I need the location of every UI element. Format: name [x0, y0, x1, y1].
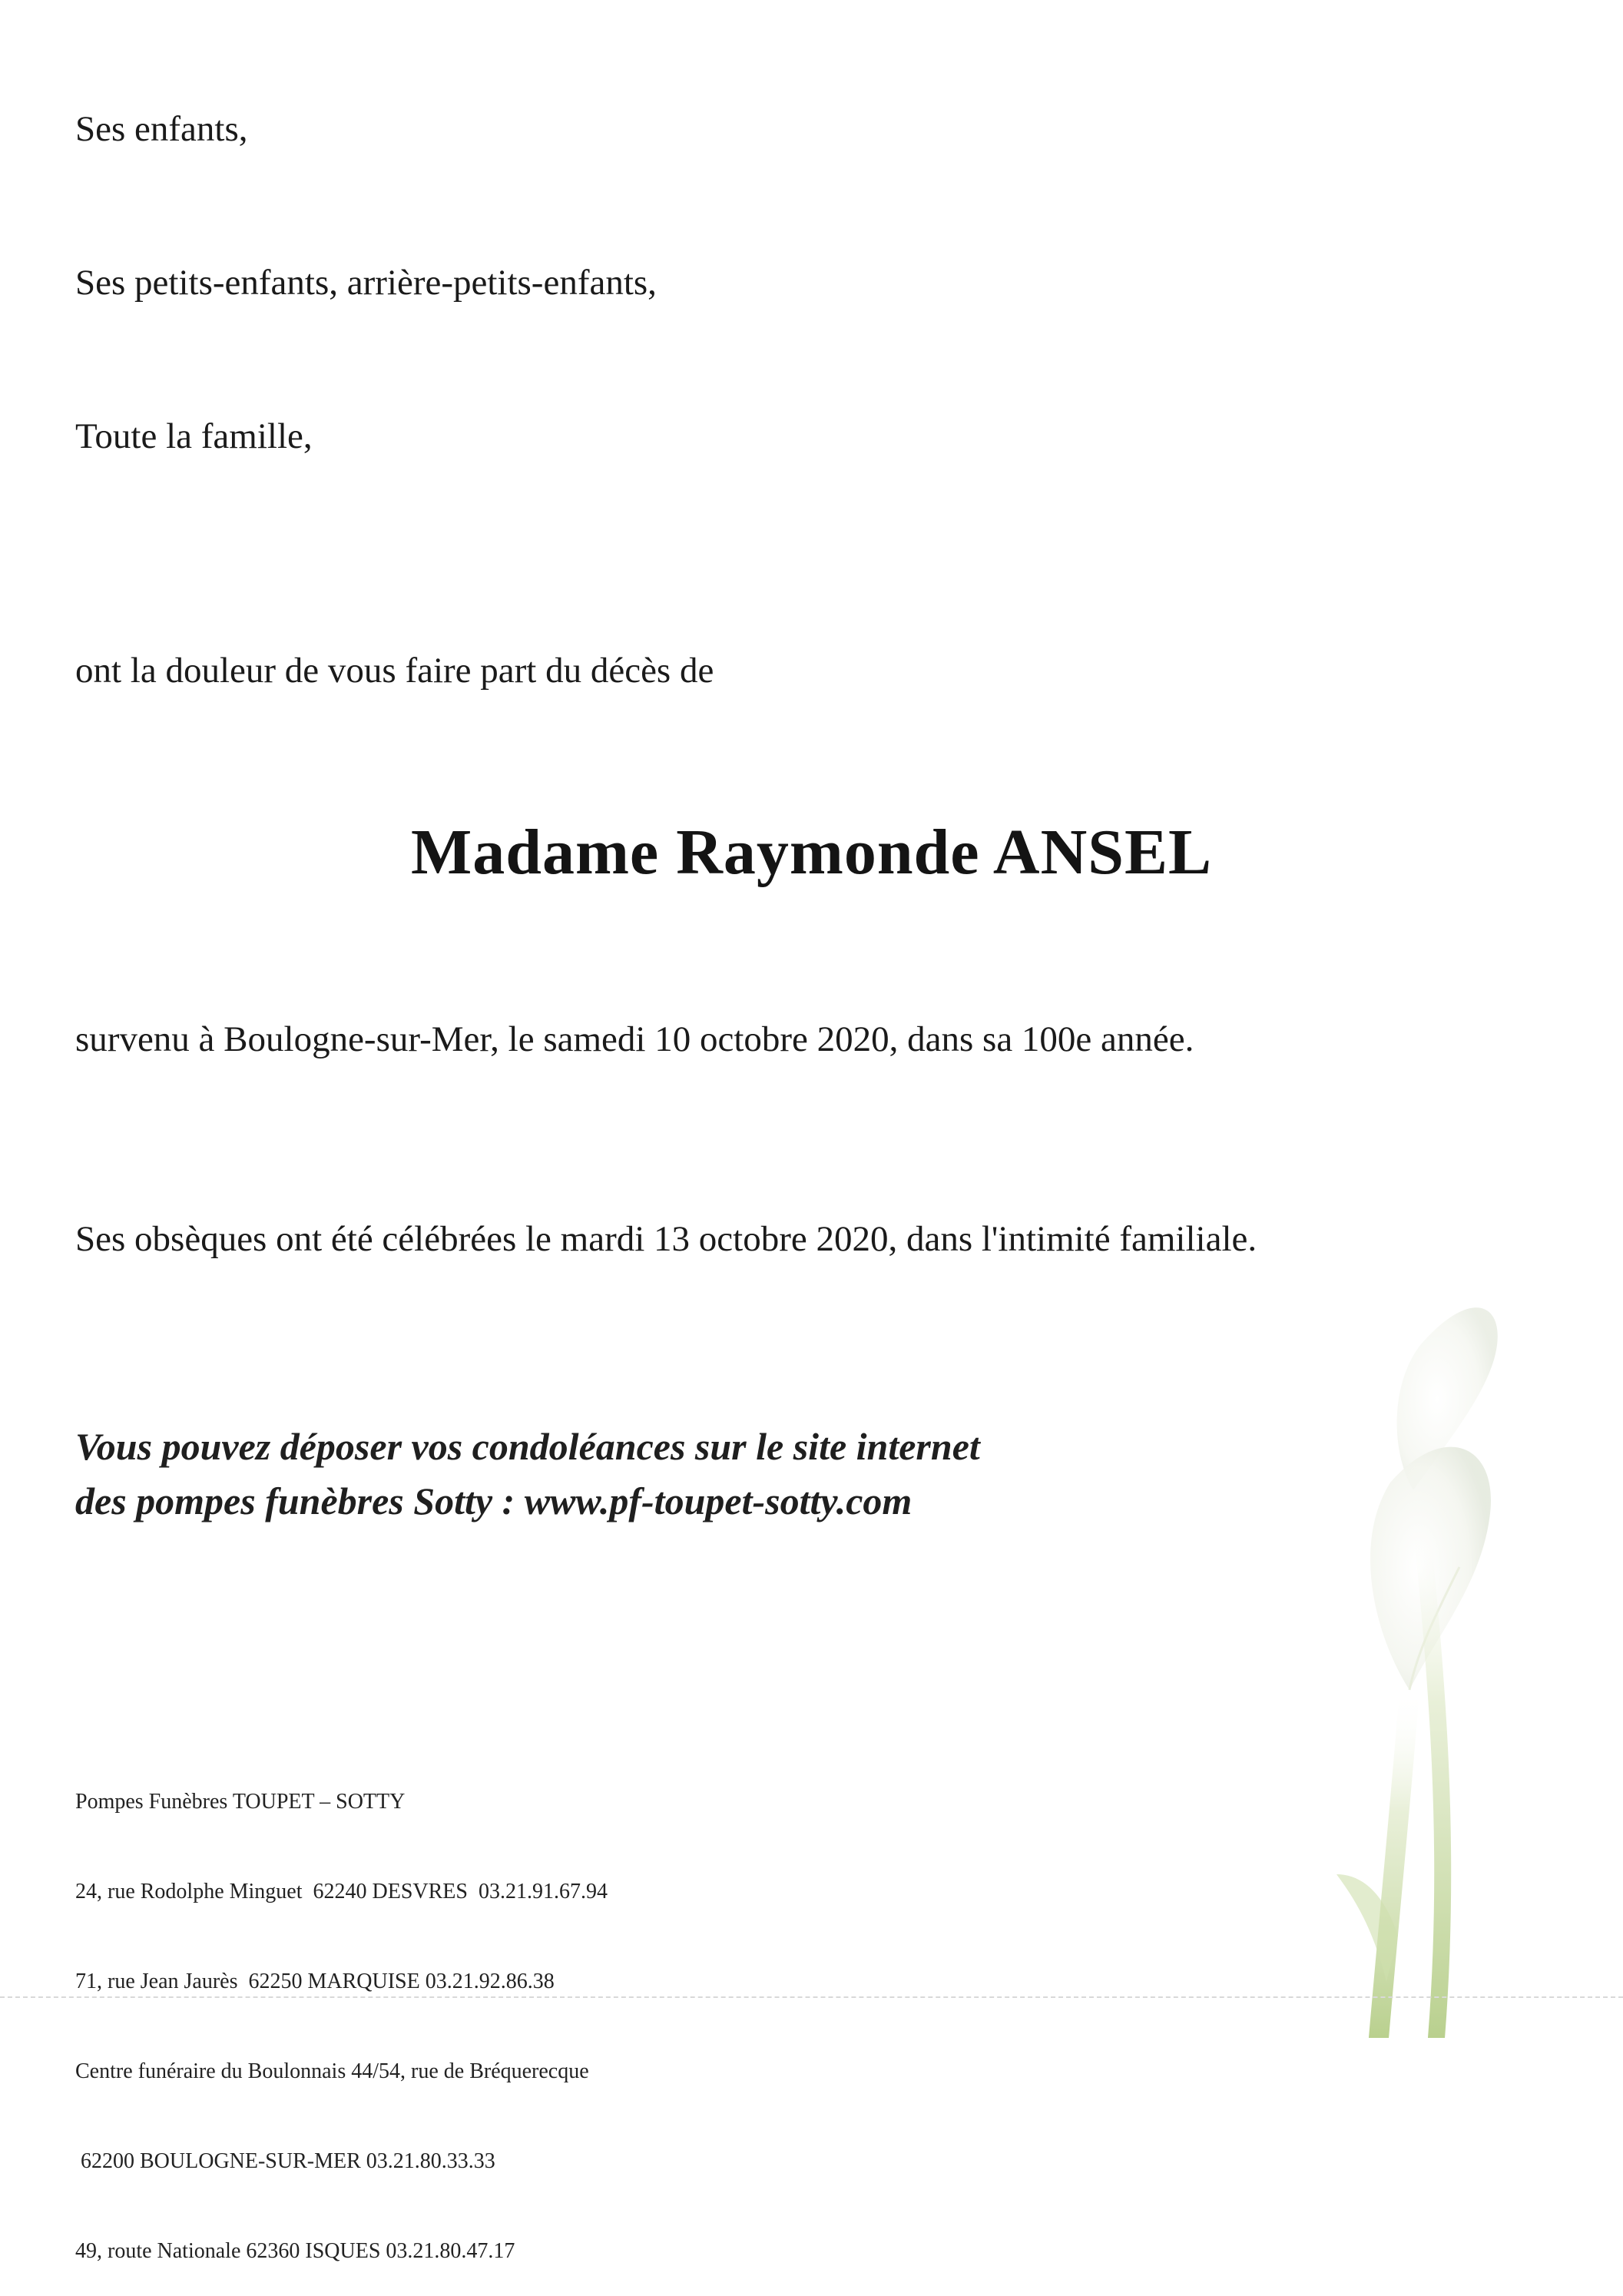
- bottom-divider: [0, 1996, 1623, 1998]
- funeral-home-footer: [75, 1727, 608, 2296]
- family-line-grandchildren: Ses petits-enfants, arrière-petits-enfants,: [75, 263, 657, 303]
- address-line: 71, rue Jean Jaurès 62250 MARQUISE 03.21.92.86.38: [75, 1970, 555, 1993]
- condolences-line: Vous pouvez déposer vos condoléances sur le site internet: [75, 1425, 980, 1468]
- address-line: Centre funéraire du Boulonnais 44/54, rue de Bréquerecque: [75, 2059, 589, 2083]
- address-line: 24, rue Rodolphe Minguet 62240 DESVRES 03.21.91.67.94: [75, 1880, 608, 1903]
- announcement-line: ont la douleur de vous faire part du décès de: [75, 651, 714, 691]
- address-line: 62200 BOULOGNE-SUR-MER 03.21.80.33.33: [75, 2149, 495, 2173]
- condolences-note: [75, 1420, 980, 1529]
- family-line-children: Ses enfants,: [75, 109, 248, 149]
- condolences-website-line: des pompes funèbres Sotty : www.pf-toupet-sotty.com: [75, 1479, 913, 1522]
- deceased-name: Madame Raymonde ANSEL: [410, 817, 1213, 888]
- address-line: 49, route Nationale 62360 ISQUES 03.21.80.47.17: [75, 2239, 515, 2263]
- death-details: survenu à Boulogne-sur-Mer, le samedi 10 octobre 2020, dans sa 100e année.: [75, 1019, 1194, 1059]
- family-line-whole-family: Toute la famille,: [75, 416, 313, 456]
- calla-lily-icon: [1244, 1290, 1623, 2038]
- funeral-details: Ses obsèques ont été célébrées le mardi 13 octobre 2020, dans l'intimité familiale.: [75, 1219, 1257, 1259]
- funeral-home-name: Pompes Funèbres TOUPET – SOTTY: [75, 1790, 406, 1814]
